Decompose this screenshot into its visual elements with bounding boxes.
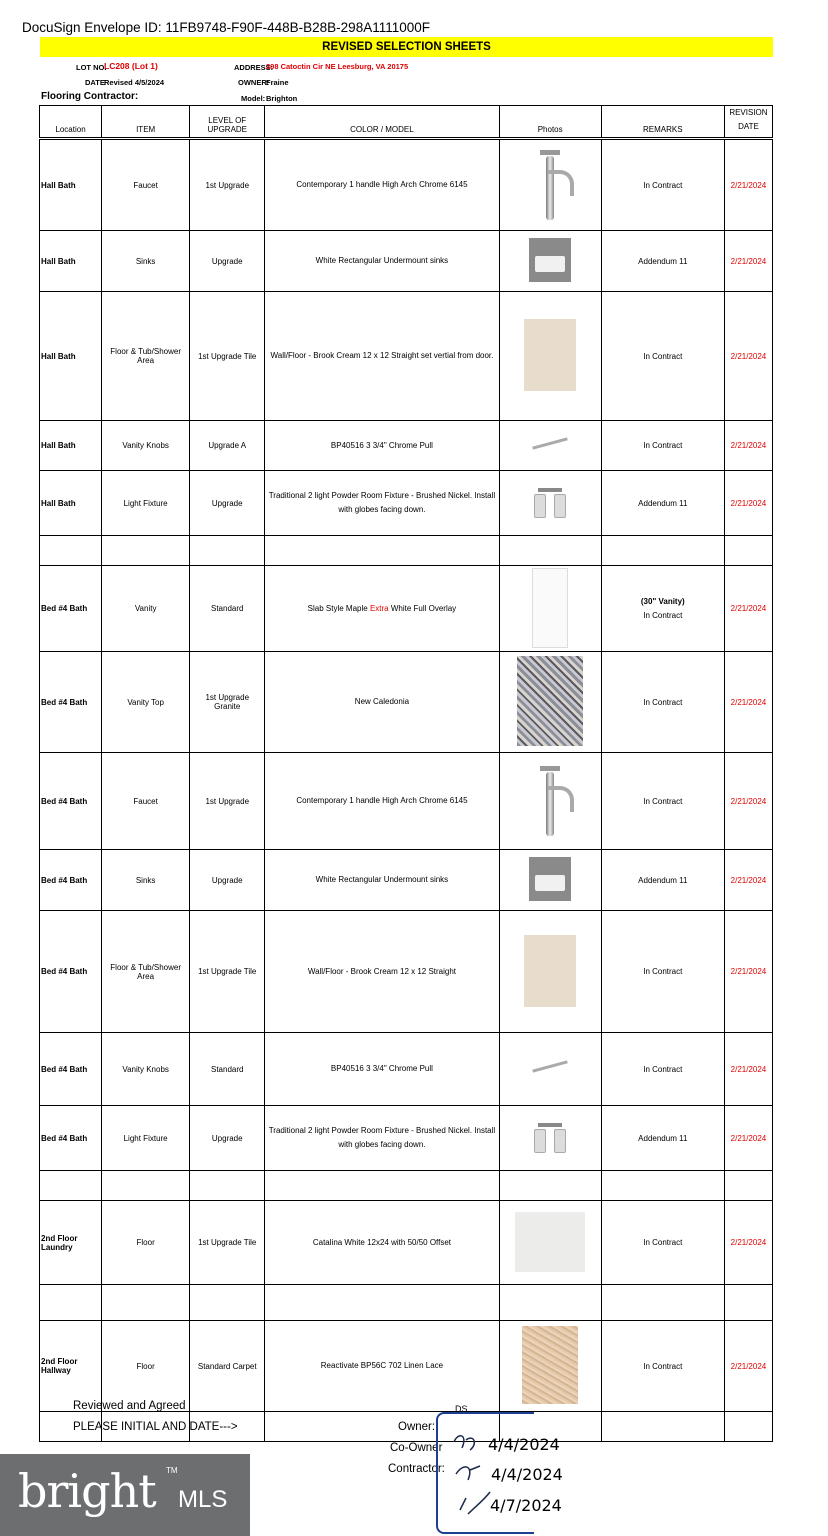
table-row — [40, 850, 773, 911]
table-header-row — [40, 106, 773, 139]
owner-value: Fraine — [266, 78, 289, 87]
item-cell: Floor & Tub/Shower Area — [102, 911, 190, 1033]
level-cell: 1st Upgrade Granite — [190, 652, 265, 753]
location-cell: Bed #4 Bath — [40, 753, 102, 850]
owner-date: 4/4/2024 — [488, 1435, 560, 1454]
location-cell: 2nd Floor Hallway — [40, 1321, 102, 1412]
contractor-sign-label: Contractor: — [388, 1463, 445, 1475]
revision-date-cell: 2/21/2024 — [724, 1106, 772, 1171]
revision-date-cell: 2/21/2024 — [724, 231, 772, 292]
date-value: Revised 4/5/2024 — [104, 78, 165, 87]
remarks-cell: In Contract — [601, 1201, 724, 1285]
initial-instruction: PLEASE INITIAL AND DATE---> — [73, 1421, 238, 1433]
photo-cell — [499, 536, 601, 566]
location-cell — [40, 1285, 102, 1321]
brightmls-watermark — [0, 1454, 250, 1536]
carpet-photo — [522, 1326, 578, 1404]
item-cell: Vanity — [102, 566, 190, 652]
revision-date-cell: 2/21/2024 — [724, 753, 772, 850]
model-label: Model: — [241, 94, 266, 103]
table-row — [40, 911, 773, 1033]
remarks-cell — [601, 1171, 724, 1201]
revision-date-cell — [724, 536, 772, 566]
item-cell: Sinks — [102, 231, 190, 292]
col-remarks: REMARKS — [601, 106, 724, 139]
photo-cell — [499, 292, 601, 421]
location-cell: Bed #4 Bath — [40, 850, 102, 911]
photo-cell — [499, 231, 601, 292]
level-cell: Upgrade — [190, 471, 265, 536]
remarks-cell: Addendum 11 — [601, 850, 724, 911]
location-cell: Bed #4 Bath — [40, 1106, 102, 1171]
envelope-id: DocuSign Envelope ID: 11FB9748-F90F-448B-B28B-298A1111000F — [22, 20, 430, 35]
white-tile-photo — [515, 1212, 585, 1272]
photo-cell — [499, 421, 601, 471]
table-row — [40, 753, 773, 850]
mls-logo-text: MLS — [178, 1486, 228, 1513]
revision-date-cell — [724, 1171, 772, 1201]
table-row — [40, 1033, 773, 1106]
photo-cell — [499, 471, 601, 536]
cream-tile-photo — [524, 935, 576, 1007]
col-photos: Photos — [499, 106, 601, 139]
faucet-photo — [530, 144, 570, 224]
remarks-cell — [601, 536, 724, 566]
color-model-cell: Slab Style Maple Extra White Full Overlay — [265, 566, 499, 652]
contractor-date: 4/7/2024 — [490, 1496, 562, 1515]
item-cell: Faucet — [102, 139, 190, 231]
remarks-cell: In Contract — [601, 421, 724, 471]
table-row — [40, 1285, 773, 1321]
granite-photo — [517, 656, 583, 746]
chrome-pull-photo — [532, 1061, 568, 1075]
vanity-photo — [532, 568, 568, 648]
revision-date-cell: 2/21/2024 — [724, 292, 772, 421]
photo-cell — [499, 566, 601, 652]
photo-cell — [499, 1171, 601, 1201]
level-cell: Standard — [190, 1033, 265, 1106]
color-model-cell: Catalina White 12x24 with 50/50 Offset — [265, 1201, 499, 1285]
item-cell: Vanity Top — [102, 652, 190, 753]
photo-cell — [499, 1201, 601, 1285]
location-cell: Hall Bath — [40, 421, 102, 471]
photo-cell — [499, 850, 601, 911]
location-cell: Bed #4 Bath — [40, 1033, 102, 1106]
level-cell: 1st Upgrade — [190, 753, 265, 850]
level-cell: Upgrade — [190, 850, 265, 911]
level-cell: 1st Upgrade — [190, 139, 265, 231]
photo-cell — [499, 1321, 601, 1412]
level-cell: Upgrade — [190, 1106, 265, 1171]
color-model-cell: Contemporary 1 handle High Arch Chrome 6145 — [265, 753, 499, 850]
remarks-cell: In Contract — [601, 652, 724, 753]
table-row — [40, 652, 773, 753]
lot-label: LOT NO. — [76, 63, 107, 72]
item-cell: Vanity Knobs — [102, 421, 190, 471]
photo-cell — [499, 753, 601, 850]
owner-label: OWNER: — [238, 78, 270, 87]
sink-photo — [529, 857, 571, 901]
revision-date-cell: 2/21/2024 — [724, 850, 772, 911]
table-row — [40, 139, 773, 231]
address-value: 208 Catoctin Cir NE Leesburg, VA 20175 — [266, 62, 409, 71]
item-cell — [102, 536, 190, 566]
color-model-cell: BP40516 3 3/4" Chrome Pull — [265, 1033, 499, 1106]
level-cell — [190, 1171, 265, 1201]
table-row — [40, 1201, 773, 1285]
color-model-cell: Wall/Floor - Brook Cream 12 x 12 Straight — [265, 911, 499, 1033]
item-cell: Floor — [102, 1201, 190, 1285]
revision-date-cell: 2/21/2024 — [724, 1201, 772, 1285]
coowner-date: 4/4/2024 — [491, 1465, 563, 1484]
col-item: ITEM — [102, 106, 190, 139]
address-label: ADDRESS: — [234, 63, 274, 72]
remarks-cell: In Contract — [601, 911, 724, 1033]
level-cell: Upgrade — [190, 231, 265, 292]
remarks-cell: Addendum 11 — [601, 471, 724, 536]
table-row — [40, 1171, 773, 1201]
remarks-cell: In Contract — [601, 753, 724, 850]
selection-table — [39, 105, 773, 1442]
revision-date-cell: 2/21/2024 — [724, 139, 772, 231]
remarks-cell: Addendum 11 — [601, 1106, 724, 1171]
level-cell: Standard — [190, 566, 265, 652]
location-cell — [40, 536, 102, 566]
item-cell: Vanity Knobs — [102, 1033, 190, 1106]
remarks-cell: In Contract — [601, 139, 724, 231]
table-row — [40, 292, 773, 421]
revision-date-cell: 2/21/2024 — [724, 652, 772, 753]
revision-date-cell: 2/21/2024 — [724, 911, 772, 1033]
chrome-pull-photo — [532, 438, 568, 452]
color-model-cell: BP40516 3 3/4" Chrome Pull — [265, 421, 499, 471]
level-cell: Standard Carpet — [190, 1321, 265, 1412]
col-location: Location — [40, 106, 102, 139]
location-cell: Bed #4 Bath — [40, 566, 102, 652]
color-model-cell — [265, 536, 499, 566]
item-cell: Floor & Tub/Shower Area — [102, 292, 190, 421]
ds-label: DS — [455, 1404, 468, 1414]
table-row — [40, 566, 773, 652]
level-cell: 1st Upgrade Tile — [190, 292, 265, 421]
page-title: REVISED SELECTION SHEETS — [40, 37, 773, 57]
date-label: DATE — [85, 78, 105, 87]
remarks-cell: Addendum 11 — [601, 231, 724, 292]
lot-value: LC208 (Lot 1) — [104, 61, 158, 71]
cream-tile-photo — [524, 319, 576, 391]
table-row — [40, 471, 773, 536]
model-value: Brighton — [266, 94, 298, 103]
light-fixture-photo — [530, 1119, 570, 1155]
level-cell — [190, 1285, 265, 1321]
color-model-cell: Traditional 2 light Powder Room Fixture - Brushed Nickel. Install with globes facing down. — [265, 471, 499, 536]
location-cell: Bed #4 Bath — [40, 911, 102, 1033]
level-cell: 1st Upgrade Tile — [190, 1201, 265, 1285]
item-cell: Light Fixture — [102, 471, 190, 536]
table-row — [40, 1106, 773, 1171]
item-cell — [102, 1285, 190, 1321]
color-model-cell — [265, 1285, 499, 1321]
color-model-cell: Wall/Floor - Brook Cream 12 x 12 Straight set vertial from door. — [265, 292, 499, 421]
level-cell: 1st Upgrade Tile — [190, 911, 265, 1033]
revision-date-cell: 2/21/2024 — [724, 1321, 772, 1412]
photo-cell — [499, 911, 601, 1033]
remarks-cell: In Contract — [601, 1033, 724, 1106]
photo-cell — [499, 1033, 601, 1106]
faucet-photo — [530, 760, 570, 840]
location-cell: 2nd Floor Laundry — [40, 1201, 102, 1285]
revision-date-cell: 2/21/2024 — [724, 471, 772, 536]
location-cell: Hall Bath — [40, 292, 102, 421]
item-cell — [102, 1171, 190, 1201]
reviewed-label: Reviewed and Agreed — [73, 1400, 186, 1412]
remarks-cell — [601, 1285, 724, 1321]
col-revision-date: REVISION DATE — [724, 106, 772, 139]
level-cell: Upgrade A — [190, 421, 265, 471]
table-row — [40, 1321, 773, 1412]
table-row — [40, 231, 773, 292]
flooring-contractor-label: Flooring Contractor: — [41, 91, 139, 102]
photo-cell — [499, 1285, 601, 1321]
coowner-sign-label: Co-Owner — [390, 1442, 443, 1454]
location-cell: Hall Bath — [40, 231, 102, 292]
trademark-mark: TM — [166, 1466, 178, 1475]
color-model-cell: New Caledonia — [265, 652, 499, 753]
color-model-cell: Reactivate BP56C 702 Linen Lace — [265, 1321, 499, 1412]
color-model-cell: Traditional 2 light Powder Room Fixture - Brushed Nickel. Install with globes facing down. — [265, 1106, 499, 1171]
item-cell: Faucet — [102, 753, 190, 850]
table-row — [40, 421, 773, 471]
photo-cell — [499, 652, 601, 753]
table-row — [40, 536, 773, 566]
color-model-cell — [265, 1171, 499, 1201]
item-cell: Sinks — [102, 850, 190, 911]
photo-cell — [499, 139, 601, 231]
bright-logo-text: bright — [18, 1464, 156, 1518]
location-cell: Hall Bath — [40, 471, 102, 536]
location-cell: Bed #4 Bath — [40, 652, 102, 753]
location-cell: Hall Bath — [40, 139, 102, 231]
owner-sign-label: Owner: — [398, 1421, 436, 1433]
color-model-cell: Contemporary 1 handle High Arch Chrome 6145 — [265, 139, 499, 231]
col-color: COLOR / MODEL — [265, 106, 499, 139]
photo-cell — [499, 1106, 601, 1171]
remarks-cell: In Contract — [601, 292, 724, 421]
level-cell — [190, 536, 265, 566]
revision-date-cell — [724, 1285, 772, 1321]
color-model-cell: White Rectangular Undermount sinks — [265, 850, 499, 911]
remarks-cell: In Contract — [601, 1321, 724, 1412]
col-level: LEVEL OF UPGRADE — [190, 106, 265, 139]
item-cell: Light Fixture — [102, 1106, 190, 1171]
remarks-cell: (30" Vanity) In Contract — [601, 566, 724, 652]
item-cell: Floor — [102, 1321, 190, 1412]
color-model-cell: White Rectangular Undermount sinks — [265, 231, 499, 292]
revision-date-cell: 2/21/2024 — [724, 421, 772, 471]
sink-photo — [529, 238, 571, 282]
location-cell — [40, 1171, 102, 1201]
revision-date-cell: 2/21/2024 — [724, 1033, 772, 1106]
revision-date-cell: 2/21/2024 — [724, 566, 772, 652]
light-fixture-photo — [530, 484, 570, 520]
